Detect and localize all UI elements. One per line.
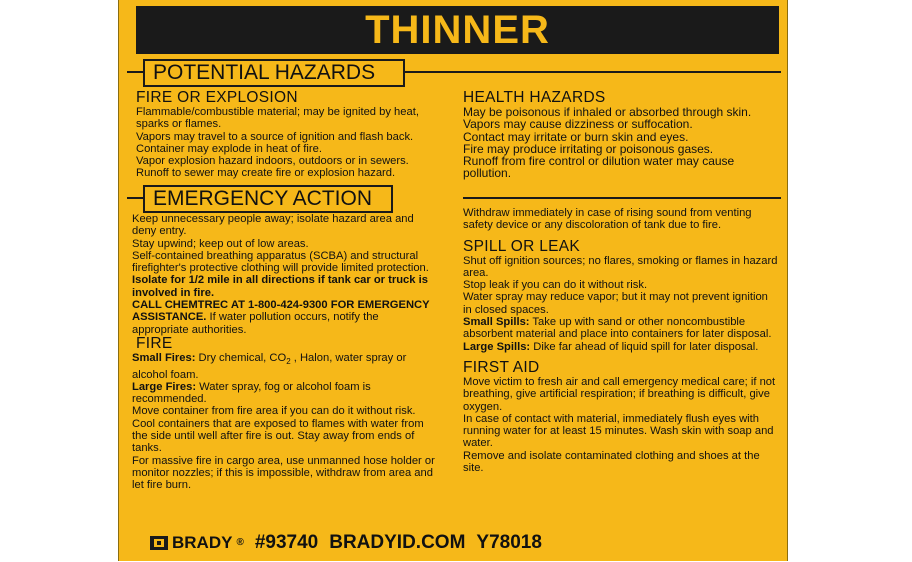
divider-line	[127, 197, 143, 199]
action-line: Stay upwind; keep out of low areas.	[132, 237, 309, 250]
hazard-line: Vapors may cause dizziness or suffocation.	[463, 117, 693, 132]
fire-or-explosion-heading: FIRE OR EXPLOSION	[136, 89, 298, 106]
large-spills-line	[463, 341, 779, 353]
small-spills-text: Take up with sand or other noncombustible absorbent material and place into containers for later disposal.	[463, 316, 772, 341]
potential-hazards-heading: POTENTIAL HAZARDS	[143, 59, 405, 87]
large-spills-text: Dike far ahead of liquid spill for later disposal.	[530, 340, 759, 353]
brady-brand: BRADY	[172, 533, 233, 552]
hazard-line: Flammable/combustible material; may be ignited by heat, sparks or flames.	[136, 106, 419, 131]
action-line: Move victim to fresh air and call emergency medical care; if not breathing, give artificial respiration; if breathing is difficult, give oxygen.	[463, 375, 776, 413]
divider-line	[127, 71, 143, 73]
large-fires-line	[132, 381, 436, 406]
part-number: #93740	[254, 532, 319, 553]
action-line: Move container from fire area if you can do it without risk.	[132, 405, 416, 418]
small-spills-label: Small Spills:	[463, 316, 530, 329]
large-fires-text: Water spray, fog or alcohol foam is recommended.	[132, 380, 371, 406]
hazard-line: Fire may produce irritating or poisonous gases.	[463, 141, 714, 156]
action-line: In case of contact with material, immediately flush eyes with running water for at least 15 minutes. Wash skin with soap and water.	[463, 412, 774, 450]
registered-mark: ®	[236, 537, 244, 548]
isolate-line	[132, 274, 436, 299]
large-spills-label: Large Spills:	[463, 340, 531, 353]
hazard-line: Runoff from fire control or dilution water may cause pollution.	[463, 154, 735, 181]
health-hazards-heading: HEALTH HAZARDS	[463, 89, 606, 106]
small-spills-line	[463, 316, 779, 341]
hazard-label	[118, 0, 788, 561]
brady-logo	[150, 532, 244, 554]
brady-mark-icon	[150, 536, 168, 550]
large-fires-label: Large Fires:	[132, 380, 197, 393]
hazard-line: Vapor explosion hazard indoors, outdoors or in sewers.	[136, 155, 409, 168]
divider-line	[463, 197, 781, 199]
small-fires-line	[132, 352, 436, 381]
hazard-line: Runoff to sewer may create fire or explosion hazard.	[136, 167, 396, 180]
hazard-line: Vapors may travel to a source of ignition and flash back.	[136, 130, 414, 143]
label-footer	[150, 532, 542, 554]
emergency-left-column	[132, 213, 436, 491]
action-line: For massive fire in cargo area, use unmanned hose holder or monitor nozzles; if this is impossible, withdraw from area and let fire burn.	[132, 454, 435, 492]
health-hazards-section	[463, 90, 781, 180]
emergency-action-heading: EMERGENCY ACTION	[143, 185, 393, 213]
small-fires-text: , Halon, water spray or alcohol foam.	[132, 351, 407, 381]
withdraw-line: Withdraw immediately in case of rising sound from venting safety device or any discoloration of tank due to fire.	[463, 207, 752, 232]
fire-or-explosion-section	[136, 90, 422, 180]
co2-subscript: 2	[286, 357, 291, 367]
website: BRADYID.COM	[329, 532, 466, 553]
action-line: Keep unnecessary people away; isolate hazard area and deny entry.	[132, 213, 414, 238]
action-line: Stop leak if you can do it without risk.	[463, 279, 648, 292]
isolate-bold: Isolate for 1/2 mile in all directions if tank car or truck is involved in fire.	[132, 274, 428, 299]
hazard-line: Container may explode in heat of fire.	[136, 142, 322, 155]
divider-line	[405, 71, 781, 73]
hazard-line: May be poisonous if inhaled or absorbed through skin.	[463, 105, 752, 119]
fire-heading: FIRE	[136, 334, 173, 352]
small-fires-label: Small Fires:	[132, 351, 196, 364]
action-line: Cool containers that are exposed to flames with water from the side until well after fire is out. Stay away from ends of tanks.	[132, 417, 424, 455]
action-line: Remove and isolate contaminated clothing and shoes at the site.	[463, 449, 760, 475]
chemtrec-bold: CALL CHEMTREC AT 1-800-424-9300 FOR EMERGENCY ASSISTANCE.	[132, 299, 430, 324]
chemtrec-rest: If water pollution occurs, notify the appropriate authorities.	[132, 311, 379, 336]
emergency-right-column	[463, 207, 779, 474]
label-title: THINNER	[136, 6, 779, 54]
action-line: Self-contained breathing apparatus (SCBA) and structural firefighter's protective clothing will provide limited protection.	[132, 249, 429, 275]
chemtrec-line	[132, 299, 436, 336]
spill-or-leak-heading: SPILL OR LEAK	[463, 237, 581, 255]
action-line: Shut off ignition sources; no flares, smoking or flames in hazard area.	[463, 254, 778, 279]
first-aid-heading: FIRST AID	[463, 358, 540, 376]
small-fires-text: Dry chemical, CO	[195, 351, 287, 364]
hazard-line: Contact may irritate or burn skin and eyes.	[463, 129, 689, 144]
product-code: Y78018	[476, 532, 542, 553]
action-line: Water spray may reduce vapor; but it may not prevent ignition in closed spaces.	[463, 291, 768, 316]
